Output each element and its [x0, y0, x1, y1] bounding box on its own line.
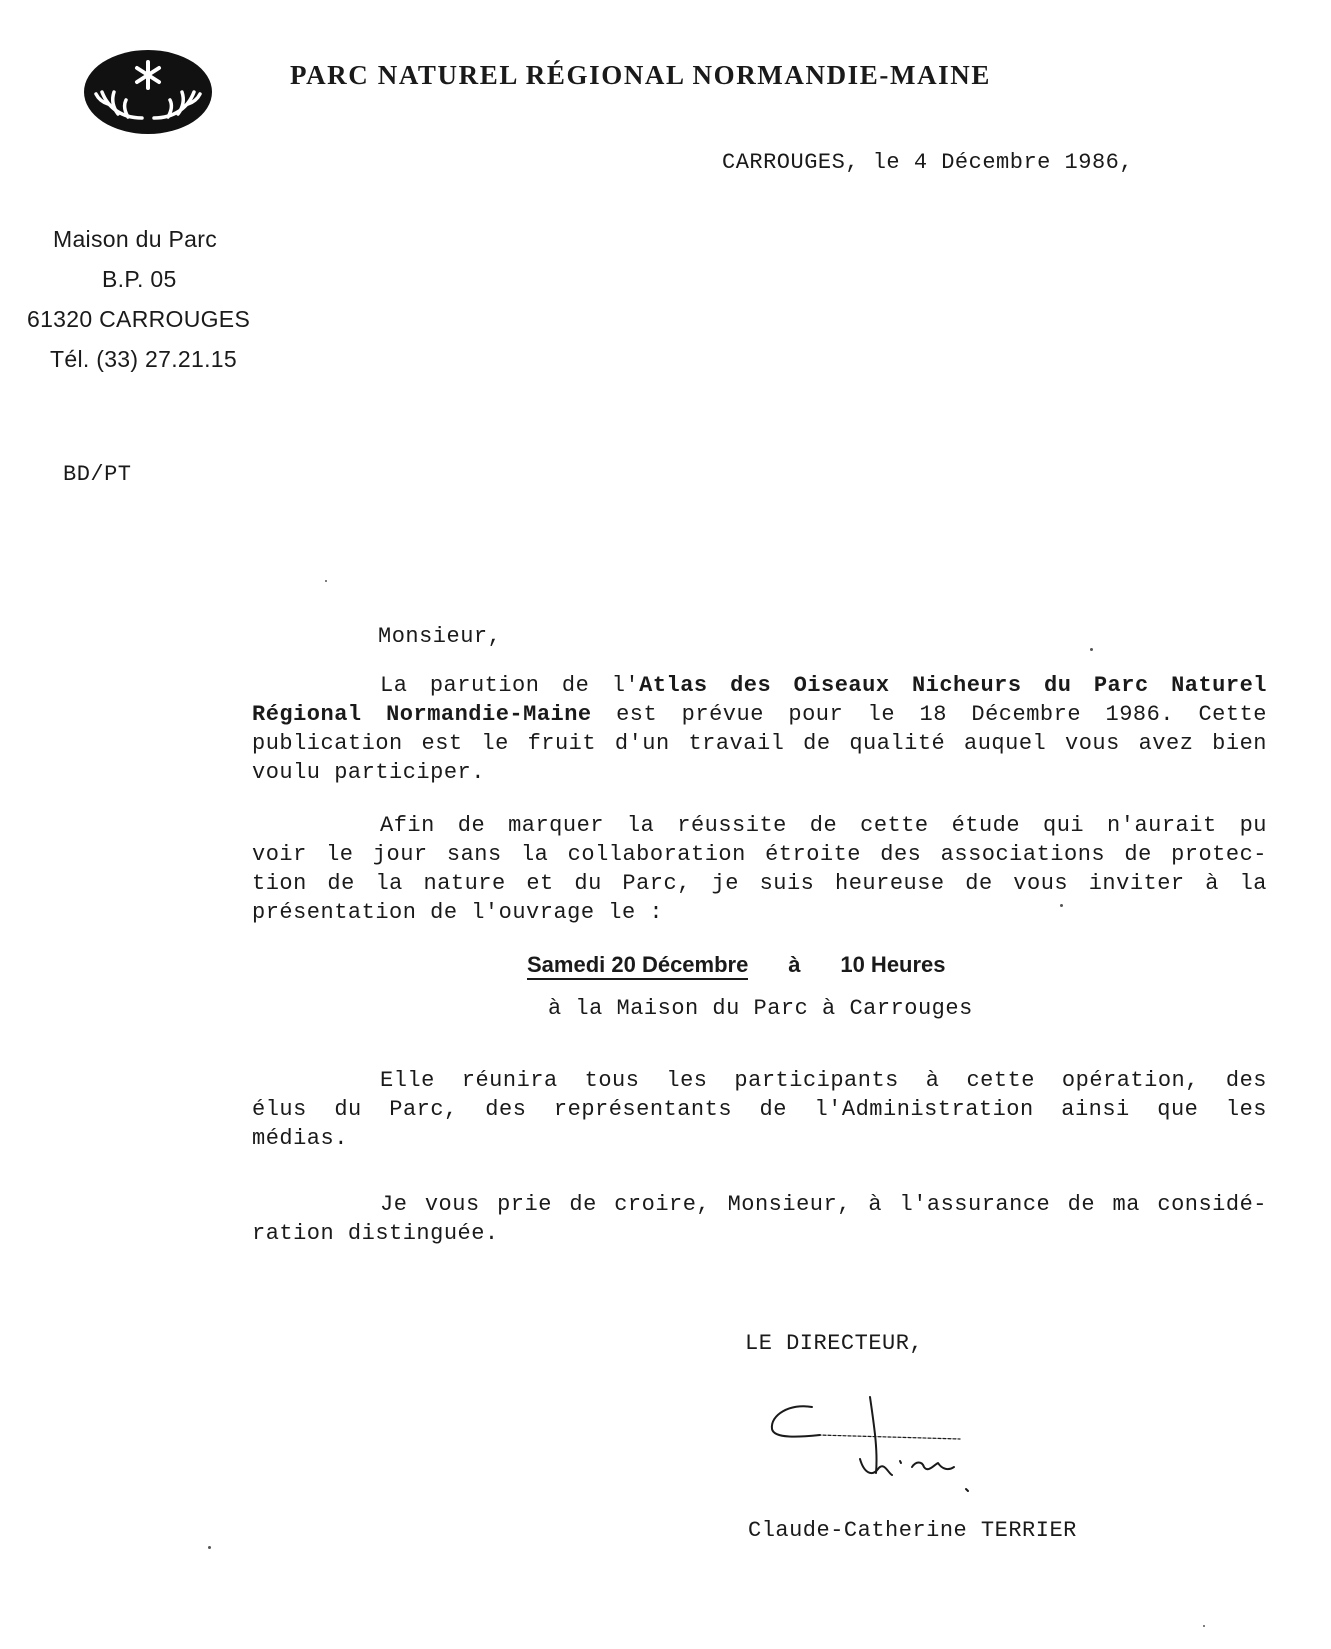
reference-code: BD/PT — [63, 462, 132, 487]
atlas-title-part-2: Régional Normandie-Maine — [252, 702, 592, 727]
scan-speck — [208, 1546, 211, 1549]
paragraph-2-line-1: Afin de marquer la réussite de cette étude qui n'aurait pu — [380, 813, 1267, 838]
paragraph-1-text: La parution de l' — [380, 673, 640, 698]
scan-speck — [1060, 904, 1063, 907]
park-emblem-icon — [82, 48, 214, 136]
scan-speck — [1090, 648, 1093, 651]
address-line-3: 61320 CARROUGES — [27, 306, 251, 332]
paragraph-2-line-3: tion de la nature et du Parc, je suis heureuse de vous inviter à la — [252, 871, 1267, 896]
paragraph-1 — [252, 671, 1267, 787]
paragraph-1-line-3: publication est le fruit d'un travail de qualité auquel vous avez bien — [252, 731, 1267, 756]
event-date: Samedi 20 Décembre — [527, 952, 748, 980]
paragraph-1-line-2 — [252, 700, 1267, 729]
address-line-1: Maison du Parc — [53, 226, 217, 252]
atlas-title-part-1: Atlas des Oiseaux Nicheurs du Parc Naturel — [639, 673, 1267, 698]
paragraph-2 — [252, 811, 1267, 927]
date-line: CARROUGES, le 4 Décembre 1986, — [722, 150, 1134, 175]
address-line-4: Tél. (33) 27.21.15 — [50, 346, 237, 372]
event-datetime — [527, 952, 946, 978]
event-hour: 10 Heures — [840, 952, 946, 977]
paragraph-3-line-2: élus du Parc, des représentants de l'Administration ainsi que les — [252, 1097, 1267, 1122]
paragraph-1-line-4: voulu participer. — [252, 760, 485, 785]
paragraph-3-line-3: médias. — [252, 1126, 348, 1151]
paragraph-1-line-1 — [252, 671, 1267, 700]
scan-speck — [1203, 1625, 1205, 1627]
paragraph-3 — [252, 1066, 1267, 1153]
salutation: Monsieur, — [378, 624, 502, 649]
paragraph-4-line-1: Je vous prie de croire, Monsieur, à l'assurance de ma considé- — [380, 1192, 1267, 1217]
handwritten-signature — [760, 1395, 1020, 1505]
paragraph-4-line-2: ration distinguée. — [252, 1221, 499, 1246]
paragraph-2-line-2: voir le jour sans la collaboration étroite des associations de protec- — [252, 842, 1267, 867]
organization-title: PARC NATUREL RÉGIONAL NORMANDIE-MAINE — [290, 60, 991, 90]
signatory-title: LE DIRECTEUR, — [745, 1331, 924, 1356]
event-place: à la Maison du Parc à Carrouges — [548, 996, 973, 1021]
paragraph-3-line-1: Elle réunira tous les participants à cette opération, des — [380, 1068, 1267, 1093]
scan-speck — [325, 580, 327, 582]
signatory-name: Claude-Catherine TERRIER — [748, 1518, 1077, 1543]
paragraph-1-text: est prévue pour le 18 Décembre 1986. Cette — [591, 702, 1267, 727]
event-separator: à — [788, 952, 801, 977]
paragraph-2-line-4: présentation de l'ouvrage le : — [252, 900, 664, 925]
address-line-2: B.P. 05 — [102, 266, 177, 292]
paragraph-4 — [252, 1190, 1267, 1248]
